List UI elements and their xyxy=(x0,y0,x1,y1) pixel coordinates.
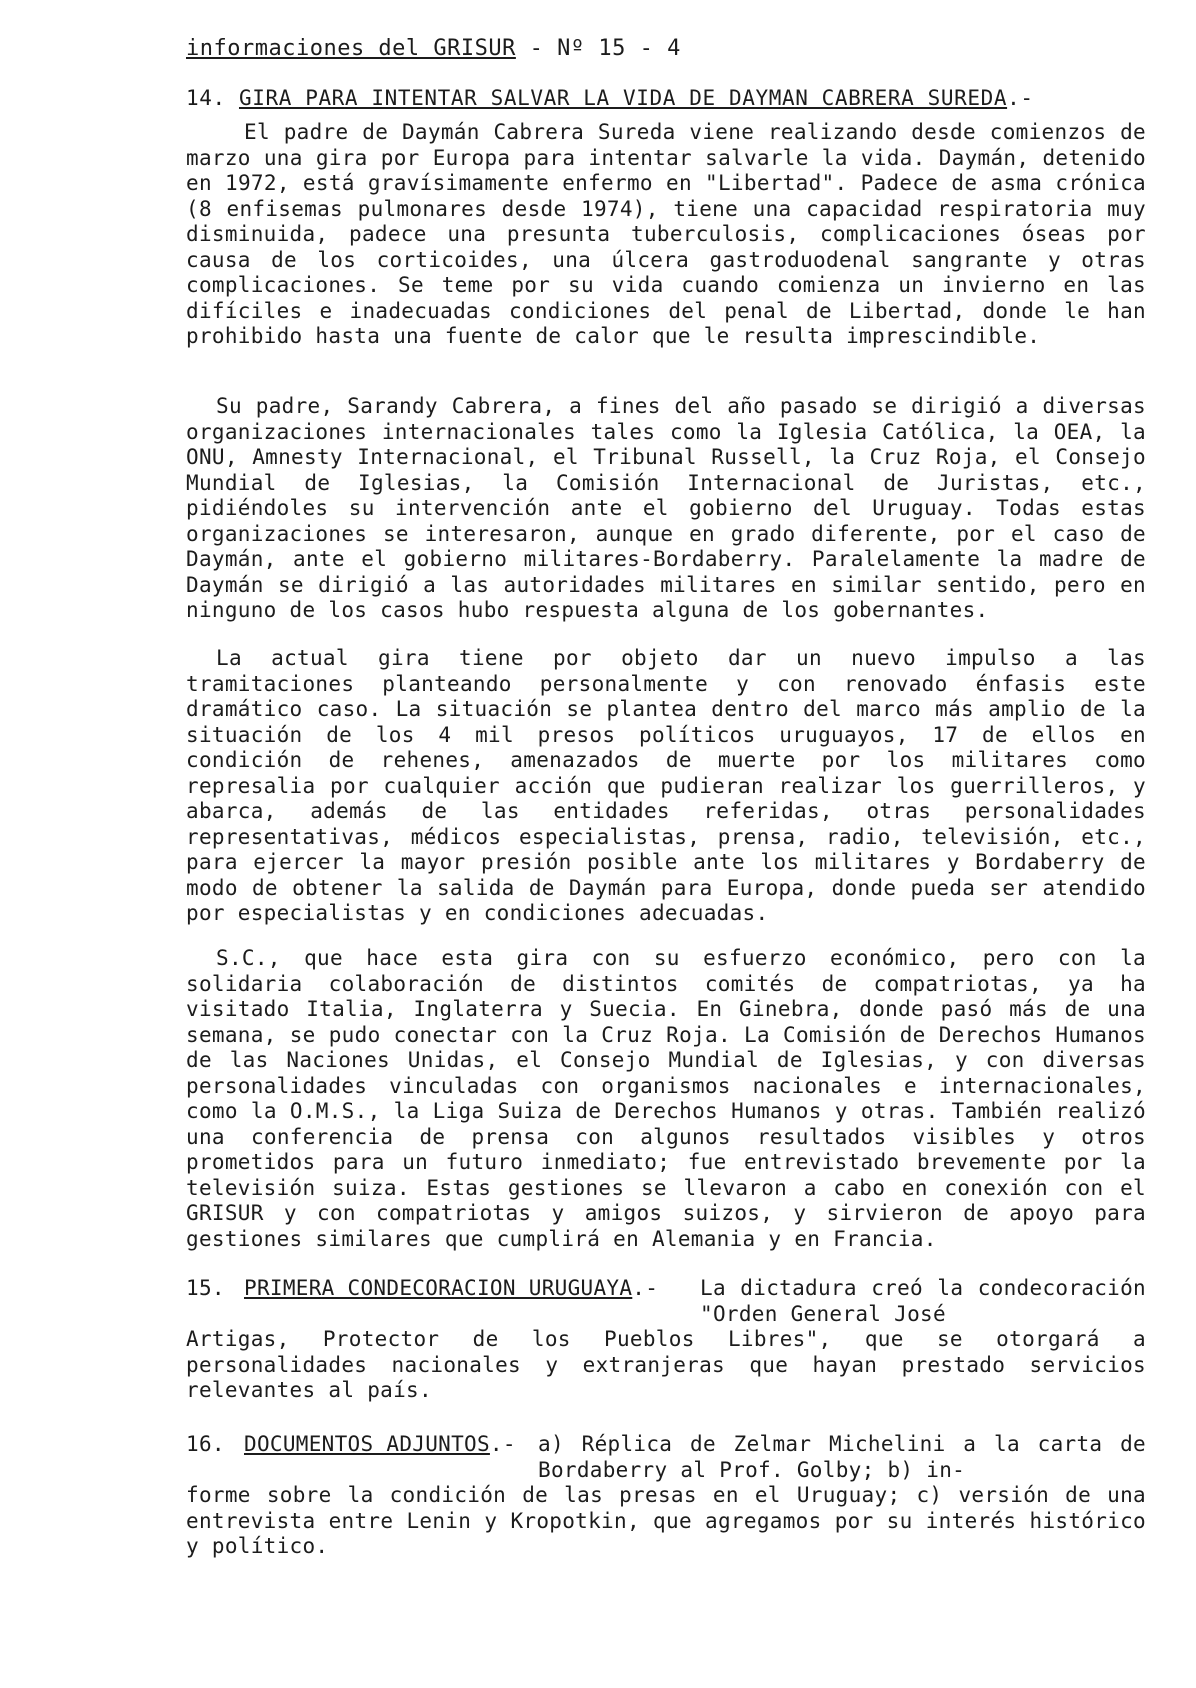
header-separator: - xyxy=(625,36,668,61)
section-title: DOCUMENTOS ADJUNTOS xyxy=(244,1432,490,1456)
section-title: PRIMERA CONDECORACION URUGUAYA xyxy=(244,1276,633,1300)
section-title: GIRA PARA INTENTAR SALVAR LA VIDA DE DAYMAN CABRERA SUREDA xyxy=(238,86,1008,110)
section-14-heading xyxy=(186,86,1034,110)
section-number: 16. xyxy=(186,1432,225,1456)
section-16-lead: a) Réplica de Zelmar Michelini a la carta de Bordaberry al Prof. Golby; b) in- xyxy=(538,1432,1146,1482)
section-14-paragraph: La actual gira tiene por objeto dar un nuevo impulso a las tramitaciones planteando personalmente y con renovado énfasis este dramático caso. La situación se plantea dentro del marco más amplio de la situación de los 4 mil presos políticos uruguayos, 17 de ellos en condición de rehenes, amenazados de muerte por los militares como represalia por cualquier acción que pudieran realizar los guerrilleros, y abarca, además de las entidades referidas, otras personalidades representativas, médicos especialistas, prensa, radio, televisión, etc., para ejercer la mayor presión posible ante los militares y Bordaberry de modo de obtener la salida de Daymán para Europa, donde pueda ser atendido por especialistas y en condiciones adecuadas. xyxy=(186,646,1146,925)
header-issue: Nº 15 xyxy=(557,36,626,61)
section-16 xyxy=(186,1432,1146,1560)
section-15 xyxy=(186,1276,1146,1404)
page-header xyxy=(186,36,681,61)
section-title-suffix: .- xyxy=(632,1276,659,1300)
section-title-suffix: .- xyxy=(489,1432,516,1456)
section-16-body: forme sobre la condición de las presas en el Uruguay; c) versión de una entrevista entre Lenin y Kropotkin, que agregamos por su interés histórico y político. xyxy=(186,1483,1146,1558)
section-14-paragraph: El padre de Daymán Cabrera Sureda viene realizando desde comienzos de marzo una gira por Europa para intentar salvarle la vida. Daymán, detenido en 1972, está gravísimamente enfermo en "Libertad". Padece de asma crónica (8 enfisemas pulmonares desde 1974), tiene una capacidad respiratoria muy disminuida, padece una presunta tuberculosis, complicaciones óseas por causa de los corticoides, una úlcera gastroduodenal sangrante y otras complicaciones. Se teme por su vida cuando comienza un invierno en las difíciles e inadecuadas condiciones del penal de Libertad, donde le han prohibido hasta una fuente de calor que le resulta imprescindible. xyxy=(186,120,1146,348)
section-15-lead: La dictadura creó la condecoración "Orden General José xyxy=(700,1276,1146,1326)
section-14-paragraph: S.C., que hace esta gira con su esfuerzo económico, pero con la solidaria colaboración de distintos comités de compatriotas, ya ha visitado Italia, Inglaterra y Suecia. En Ginebra, donde pasó más de una semana, se pudo conectar con la Cruz Roja. La Comisión de Derechos Humanos de las Naciones Unidas, el Consejo Mundial de Iglesias, y con diversas personalidades vinculadas con organismos nacionales e internacionales, como la O.M.S., la Liga Suiza de Derechos Humanos y otras. También realizó una conferencia de prensa con algunos resultados visibles y otros prometidos para un futuro inmediato; fue entrevistado brevemente por la televisión suiza. Estas gestiones se llevaron a cabo en conexión con el GRISUR y con compatriotas y amigos suizos, y sirvieron de apoyo para gestiones similares que cumplirá en Alemania y en Francia. xyxy=(186,946,1146,1251)
header-page-number: 4 xyxy=(667,36,681,61)
section-number: 15. xyxy=(186,1276,225,1300)
header-source: informaciones del GRISUR xyxy=(186,36,516,61)
section-14-paragraph: Su padre, Sarandy Cabrera, a fines del año pasado se dirigió a diversas organizaciones internacionales tales como la Iglesia Católica, la OEA, la ONU, Amnesty Internacional, el Tribunal Russell, la Cruz Roja, el Consejo Mundial de Iglesias, la Comisión Internacional de Juristas, etc., pidiéndoles su intervención ante el gobierno del Uruguay. Todas estas organizaciones se interesaron, aunque en grado diferente, por el caso de Daymán, ante el gobierno militares-Bordaberry. Paralelamente la madre de Daymán se dirigió a las autoridades militares en similar sentido, pero en ninguno de los casos hubo respuesta alguna de los gobernantes. xyxy=(186,394,1146,622)
section-15-body: Artigas, Protector de los Pueblos Libres", que se otorgará a personalidades nacionales y extranjeras que hayan prestado servicios relevantes al país. xyxy=(186,1327,1146,1402)
header-separator: - xyxy=(515,36,558,61)
section-number: 14. xyxy=(186,86,226,110)
section-title-suffix: .- xyxy=(1007,86,1034,110)
